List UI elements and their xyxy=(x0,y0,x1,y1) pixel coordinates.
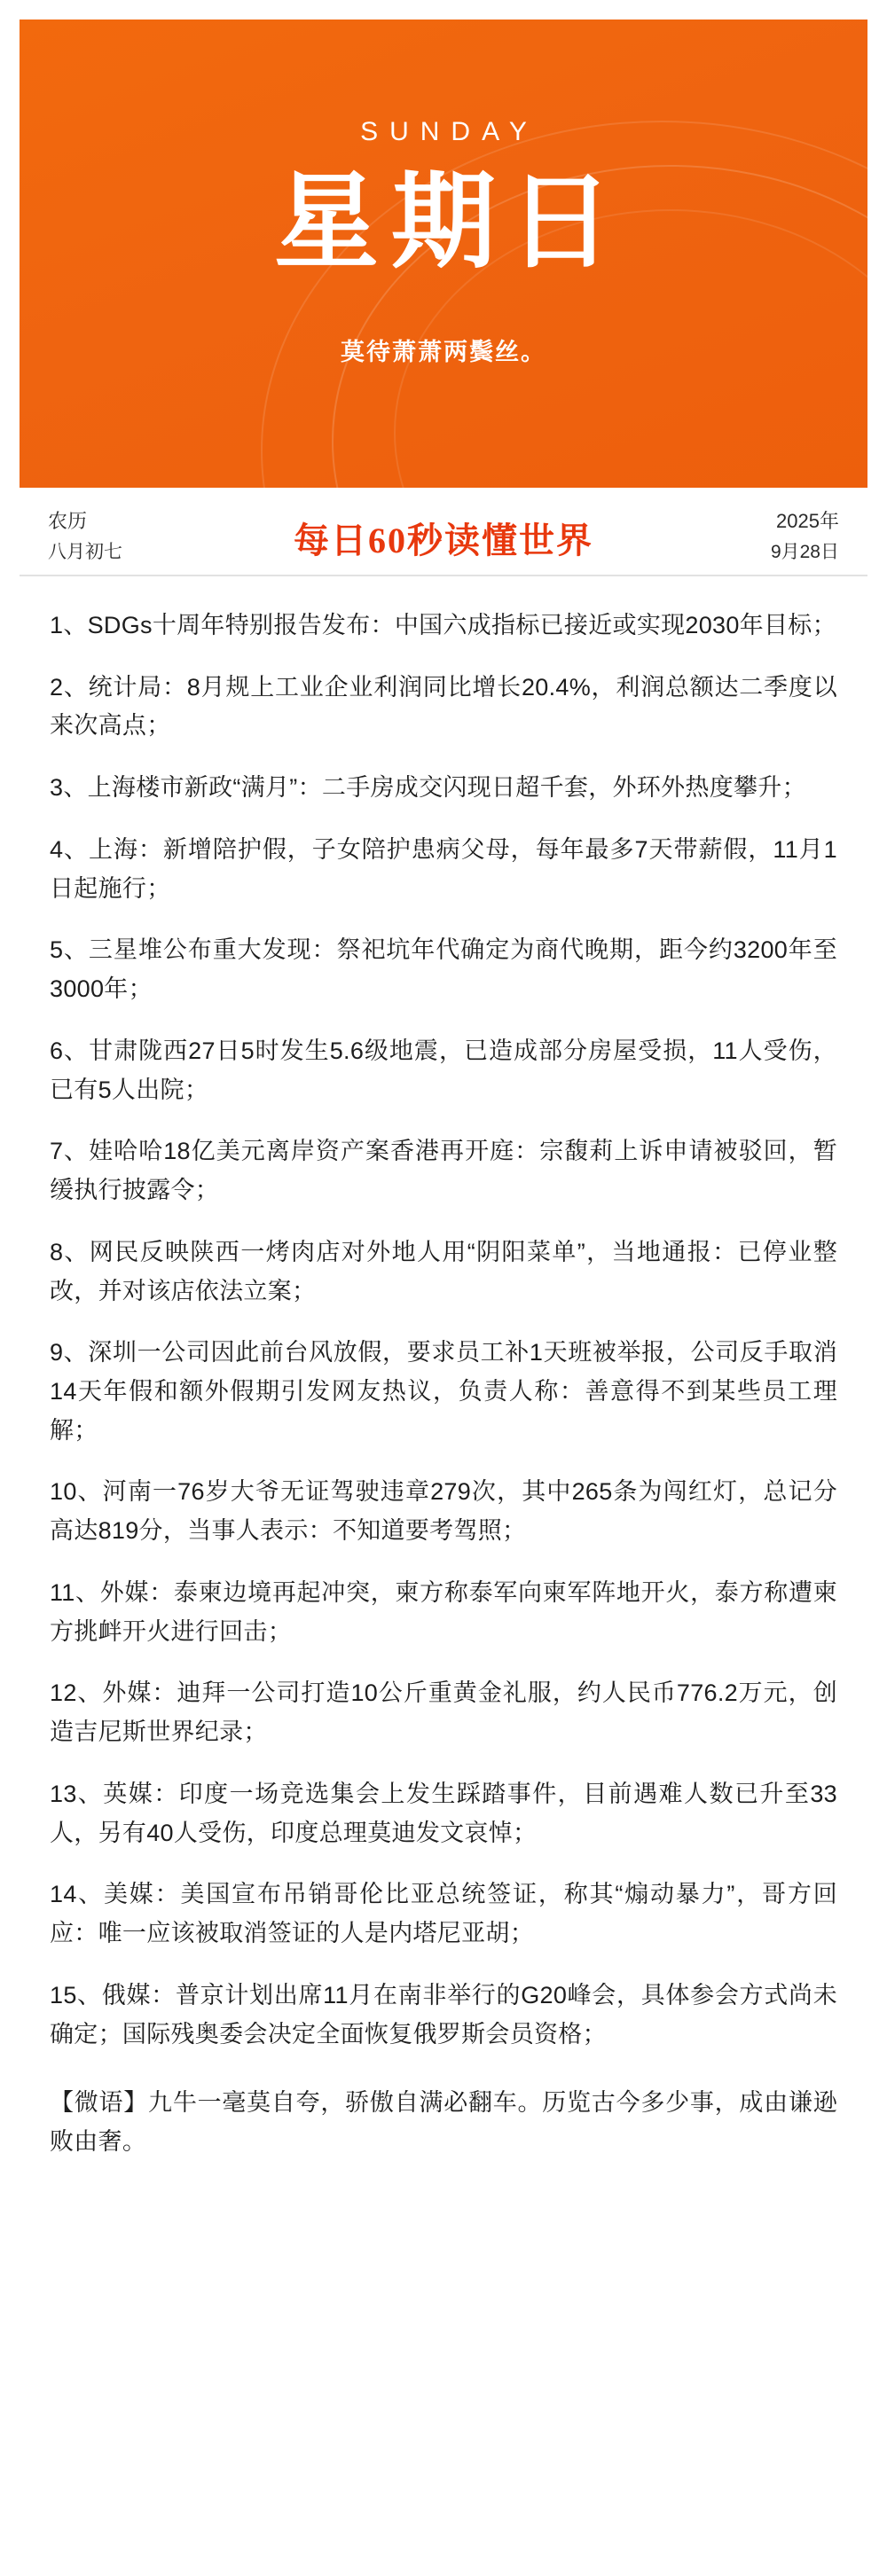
hero-content xyxy=(20,20,867,367)
list-item: 8、网民反映陕西一烤肉店对外地人用“阴阳菜单”，当地通报：已停业整改，并对该店依法立案； xyxy=(50,1238,837,1304)
weekday-chinese: 星期日 xyxy=(273,165,625,281)
list-item: 5、三星堆公布重大发现：祭祀坑年代确定为商代晚期，距今约3200年至3000年； xyxy=(50,936,837,1003)
list-item: 10、河南一76岁大爷无证驾驶违章279次，其中265条为闯红灯，总记分高达819分，当事人表示：不知道要考驾照； xyxy=(50,1478,837,1545)
list-item: 2、统计局：8月规上工业企业利润同比增长20.4%，利润总额达二季度以来次高点； xyxy=(50,673,837,740)
meta-bar xyxy=(20,488,867,576)
gregorian-date-block xyxy=(771,505,839,568)
hero-banner xyxy=(20,20,867,488)
list-item: 15、俄媒：普京计划出席11月在南非举行的G20峰会，具体参会方式尚未确定；国际残奥委会决定全面恢复俄罗斯会员资格； xyxy=(50,1981,837,2047)
list-item: 4、上海：新增陪护假，子女陪护患病父母，每年最多7天带薪假，11月1日起施行； xyxy=(50,835,837,902)
list-item: 14、美媒：美国宣布吊销哥伦比亚总统签证，称其“煽动暴力”，哥方回应：唯一应该被取消签证的人是内塔尼亚胡； xyxy=(50,1881,837,1947)
page-title: 每日60秒读懂世界 xyxy=(294,521,593,560)
list-item: 1、SDGs十周年特别报告发布：中国六成指标已接近或实现2030年目标； xyxy=(50,612,836,638)
list-item: 11、外媒：泰柬边境再起冲突，柬方称泰军向柬军阵地开火，泰方称遭柬方挑衅开火进行回击； xyxy=(50,1578,837,1645)
list-item: 12、外媒：迪拜一公司打造10公斤重黄金礼服，约人民币776.2万元，创造吉尼斯世界纪录； xyxy=(50,1679,837,1746)
weekday-english: SUNDAY xyxy=(360,117,538,146)
list-item: 3、上海楼市新政“满月”：二手房成交闪现日超千套，外环外热度攀升； xyxy=(50,774,806,802)
hero-quote: 莫待萧萧两鬓丝。 xyxy=(341,339,546,366)
lunar-date: 八月初七 xyxy=(48,542,122,563)
list-item: 6、甘肃陇西27日5时发生5.6级地震，已造成部分房屋受损，11人受伤，已有5人出院； xyxy=(50,1037,837,1103)
list-item: 7、娃哈哈18亿美元离岸资产案香港再开庭：宗馥莉上诉申请被驳回，暂缓执行披露令； xyxy=(50,1138,837,1204)
date-label: 9月28日 xyxy=(770,542,839,563)
lunar-label: 农历 xyxy=(48,510,88,532)
news-list xyxy=(20,576,867,2188)
year-label: 2025年 xyxy=(776,510,839,532)
list-item: 13、英媒：印度一场竞选集会上发生踩踏事件，目前遇难人数已升至33人，另有40人受伤，印度总理莫迪发文哀悼； xyxy=(50,1780,837,1846)
list-item: 9、深圳一公司因此前台风放假，要求员工补1天班被举报，公司反手取消14天年假和额外假期引发网友热议，负责人称：善意得不到某些员工理解； xyxy=(50,1339,837,1444)
footer-note: 【微语】九牛一毫莫自夸，骄傲自满必翻车。历览古今多少事，成由谦逊败由奢。 xyxy=(50,2089,837,2156)
